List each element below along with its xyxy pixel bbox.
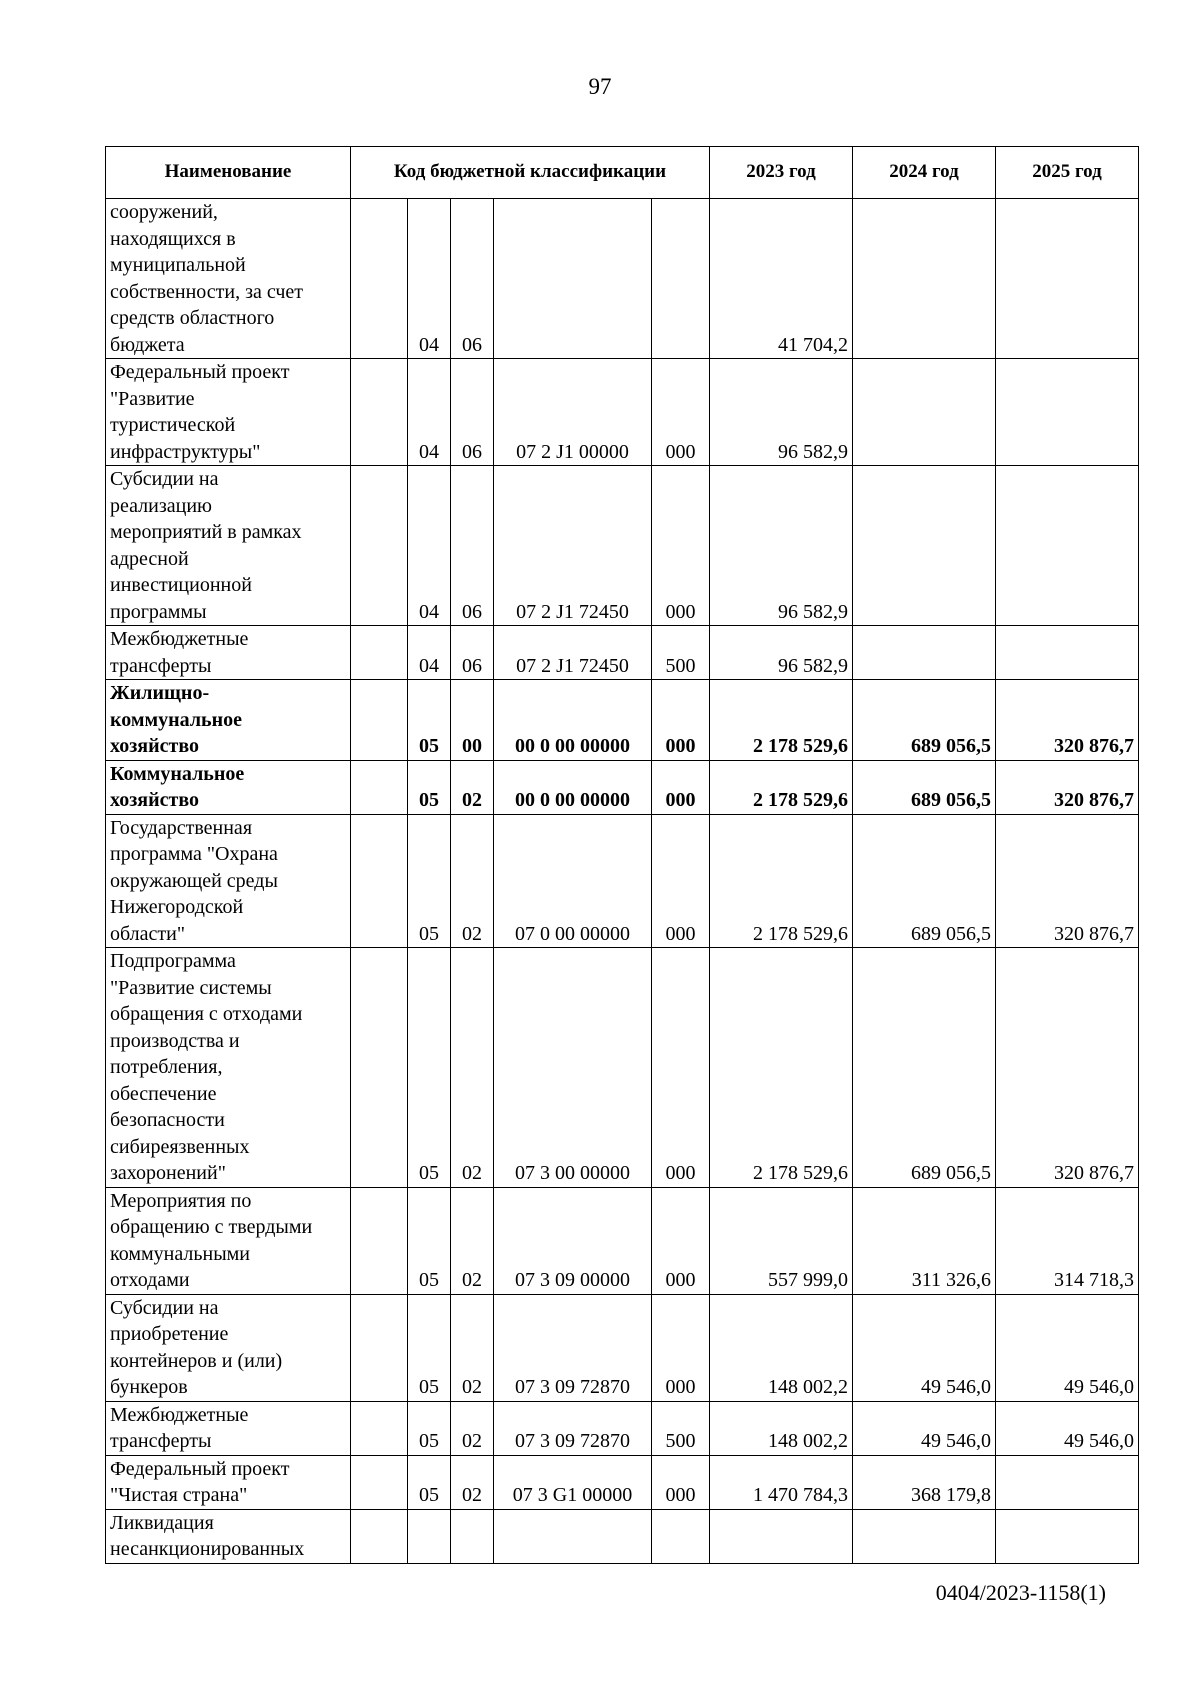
expense-type-code: 000 [652, 1455, 710, 1509]
amount-2024: 311 326,6 [853, 1187, 996, 1294]
target-article-code: 00 0 00 00000 [494, 680, 652, 761]
amount-2024 [853, 466, 996, 626]
table-body [106, 199, 1139, 1564]
row-name: Ликвидация несанкционированных [106, 1509, 351, 1563]
table-row [106, 1294, 1139, 1401]
amount-2023: 96 582,9 [710, 466, 853, 626]
subsection-code: 02 [451, 948, 494, 1188]
amount-2023: 96 582,9 [710, 626, 853, 680]
subsection-code [451, 1509, 494, 1563]
subsection-code: 06 [451, 466, 494, 626]
code-blank-cell [351, 1509, 408, 1563]
subsection-code: 00 [451, 680, 494, 761]
expense-type-code: 000 [652, 948, 710, 1188]
code-blank-cell [351, 814, 408, 948]
table-row [106, 948, 1139, 1188]
amount-2025: 314 718,3 [996, 1187, 1139, 1294]
expense-type-code: 000 [652, 814, 710, 948]
amount-2024 [853, 626, 996, 680]
amount-2024 [853, 359, 996, 466]
code-blank-cell [351, 626, 408, 680]
table-row [106, 199, 1139, 359]
row-name: Подпрограмма "Развитие системы обращения с отходами производства и потребления, обеспечение безопасности сибиреязвенных захоронений" [106, 948, 351, 1188]
amount-2024: 689 056,5 [853, 680, 996, 761]
expense-type-code [652, 1509, 710, 1563]
amount-2024: 689 056,5 [853, 948, 996, 1188]
table-row [106, 1455, 1139, 1509]
table-row [106, 760, 1139, 814]
section-code: 05 [408, 948, 451, 1188]
section-code: 05 [408, 814, 451, 948]
expense-type-code: 000 [652, 680, 710, 761]
table-row [106, 466, 1139, 626]
amount-2025: 320 876,7 [996, 814, 1139, 948]
section-code: 04 [408, 626, 451, 680]
amount-2023: 2 178 529,6 [710, 948, 853, 1188]
amount-2025 [996, 199, 1139, 359]
header-2025: 2025 год [996, 147, 1139, 199]
expense-type-code: 500 [652, 626, 710, 680]
table-row [106, 814, 1139, 948]
amount-2025 [996, 1455, 1139, 1509]
amount-2023: 2 178 529,6 [710, 814, 853, 948]
row-name: Субсидии на приобретение контейнеров и (или) бункеров [106, 1294, 351, 1401]
section-code: 05 [408, 1294, 451, 1401]
table-header-row [106, 147, 1139, 199]
document-code: 0404/2023-1158(1) [935, 1580, 1106, 1605]
amount-2023: 2 178 529,6 [710, 760, 853, 814]
target-article-code: 07 3 09 72870 [494, 1294, 652, 1401]
amount-2025 [996, 359, 1139, 466]
section-code: 05 [408, 1187, 451, 1294]
header-2024: 2024 год [853, 147, 996, 199]
page-number: 97 [588, 74, 612, 99]
code-blank-cell [351, 1401, 408, 1455]
code-blank-cell [351, 1294, 408, 1401]
expense-type-code: 000 [652, 1294, 710, 1401]
header-name: Наименование [106, 147, 351, 199]
amount-2025 [996, 466, 1139, 626]
table-row [106, 1509, 1139, 1563]
section-code: 05 [408, 760, 451, 814]
expense-type-code: 000 [652, 359, 710, 466]
row-name: Межбюджетные трансферты [106, 1401, 351, 1455]
amount-2025: 49 546,0 [996, 1401, 1139, 1455]
table-row [106, 1401, 1139, 1455]
section-code [408, 1509, 451, 1563]
target-article-code [494, 1509, 652, 1563]
code-blank-cell [351, 760, 408, 814]
amount-2023 [710, 1509, 853, 1563]
row-name: Федеральный проект "Чистая страна" [106, 1455, 351, 1509]
expense-type-code: 000 [652, 760, 710, 814]
subsection-code: 02 [451, 1455, 494, 1509]
amount-2025: 320 876,7 [996, 760, 1139, 814]
section-code: 04 [408, 466, 451, 626]
table-row [106, 359, 1139, 466]
row-name: сооружений, находящихся в муниципальной собственности, за счет средств областного бюджета [106, 199, 351, 359]
code-blank-cell [351, 1187, 408, 1294]
header-2023: 2023 год [710, 147, 853, 199]
target-article-code: 07 3 09 00000 [494, 1187, 652, 1294]
table-row [106, 626, 1139, 680]
amount-2025: 320 876,7 [996, 948, 1139, 1188]
amount-2025: 49 546,0 [996, 1294, 1139, 1401]
expense-type-code: 000 [652, 1187, 710, 1294]
section-code: 05 [408, 1455, 451, 1509]
row-name: Межбюджетные трансферты [106, 626, 351, 680]
amount-2023: 41 704,2 [710, 199, 853, 359]
subsection-code: 06 [451, 359, 494, 466]
amount-2025: 320 876,7 [996, 680, 1139, 761]
amount-2024: 368 179,8 [853, 1455, 996, 1509]
table-row [106, 1187, 1139, 1294]
code-blank-cell [351, 466, 408, 626]
amount-2023: 2 178 529,6 [710, 680, 853, 761]
target-article-code: 07 0 00 00000 [494, 814, 652, 948]
table-row [106, 680, 1139, 761]
amount-2023: 1 470 784,3 [710, 1455, 853, 1509]
subsection-code: 02 [451, 1294, 494, 1401]
target-article-code [494, 199, 652, 359]
amount-2024 [853, 199, 996, 359]
expense-type-code [652, 199, 710, 359]
section-code: 04 [408, 359, 451, 466]
subsection-code: 06 [451, 199, 494, 359]
amount-2023: 148 002,2 [710, 1294, 853, 1401]
target-article-code: 07 3 09 72870 [494, 1401, 652, 1455]
row-name: Государственная программа "Охрана окружающей среды Нижегородской области" [106, 814, 351, 948]
subsection-code: 02 [451, 1187, 494, 1294]
row-name: Федеральный проект "Развитие туристической инфраструктуры" [106, 359, 351, 466]
expense-type-code: 500 [652, 1401, 710, 1455]
code-blank-cell [351, 1455, 408, 1509]
amount-2024: 49 546,0 [853, 1401, 996, 1455]
subsection-code: 02 [451, 814, 494, 948]
section-code: 05 [408, 1401, 451, 1455]
row-name: Жилищно- коммунальное хозяйство [106, 680, 351, 761]
subsection-code: 02 [451, 760, 494, 814]
target-article-code: 00 0 00 00000 [494, 760, 652, 814]
target-article-code: 07 3 G1 00000 [494, 1455, 652, 1509]
row-name: Коммунальное хозяйство [106, 760, 351, 814]
target-article-code: 07 2 J1 72450 [494, 626, 652, 680]
code-blank-cell [351, 199, 408, 359]
target-article-code: 07 2 J1 00000 [494, 359, 652, 466]
amount-2024 [853, 1509, 996, 1563]
row-name: Мероприятия по обращению с твердыми коммунальными отходами [106, 1187, 351, 1294]
code-blank-cell [351, 948, 408, 1188]
target-article-code: 07 3 00 00000 [494, 948, 652, 1188]
budget-table [105, 146, 1139, 1564]
subsection-code: 06 [451, 626, 494, 680]
amount-2023: 557 999,0 [710, 1187, 853, 1294]
amount-2024: 49 546,0 [853, 1294, 996, 1401]
target-article-code: 07 2 J1 72450 [494, 466, 652, 626]
amount-2023: 148 002,2 [710, 1401, 853, 1455]
row-name: Субсидии на реализацию мероприятий в рамках адресной инвестиционной программы [106, 466, 351, 626]
amount-2025 [996, 626, 1139, 680]
code-blank-cell [351, 359, 408, 466]
expense-type-code: 000 [652, 466, 710, 626]
code-blank-cell [351, 680, 408, 761]
amount-2024: 689 056,5 [853, 760, 996, 814]
amount-2024: 689 056,5 [853, 814, 996, 948]
header-code: Код бюджетной классификации [351, 147, 710, 199]
amount-2025 [996, 1509, 1139, 1563]
section-code: 05 [408, 680, 451, 761]
subsection-code: 02 [451, 1401, 494, 1455]
amount-2023: 96 582,9 [710, 359, 853, 466]
section-code: 04 [408, 199, 451, 359]
